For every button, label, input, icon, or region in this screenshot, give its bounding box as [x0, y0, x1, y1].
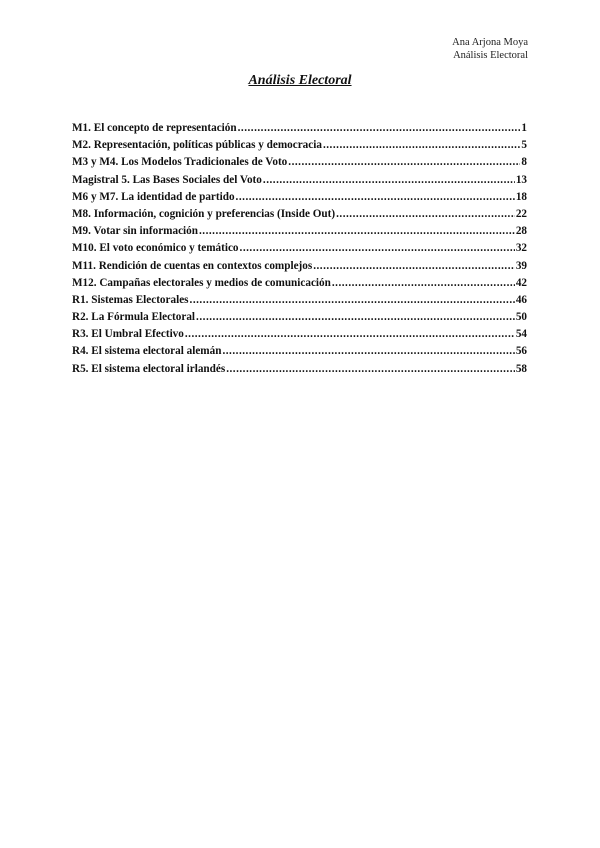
- toc-entry-page[interactable]: 13: [515, 173, 527, 186]
- toc-dot-leader: [196, 311, 515, 323]
- toc-entry-page[interactable]: 18: [515, 190, 527, 203]
- toc-entry[interactable]: [72, 294, 527, 311]
- toc-entry-page[interactable]: 42: [515, 276, 527, 289]
- toc-dot-leader: [222, 345, 514, 357]
- toc-entry[interactable]: [72, 363, 527, 380]
- toc-entry-label[interactable]: M12. Campañas electorales y medios de comunicación: [72, 276, 331, 289]
- toc-entry-page[interactable]: 5: [521, 139, 527, 152]
- toc-entry-label[interactable]: M8. Información, cognición y preferencias (Inside Out): [72, 207, 336, 220]
- toc-entry-label[interactable]: M3 y M4. Los Modelos Tradicionales de Voto: [72, 156, 288, 169]
- toc-entry-label[interactable]: M1. El concepto de representación: [72, 122, 237, 134]
- toc-entry-page[interactable]: 39: [515, 259, 527, 272]
- toc-dot-leader: [190, 294, 515, 306]
- toc-dot-leader: [199, 225, 515, 237]
- toc-entry[interactable]: [72, 208, 527, 225]
- toc-entry-page[interactable]: 32: [515, 242, 527, 255]
- toc-dot-leader: [336, 208, 515, 220]
- toc-entry[interactable]: [72, 328, 527, 345]
- toc-entry-label[interactable]: R1. Sistemas Electorales: [72, 293, 189, 306]
- header-author: Ana Arjona Moya: [452, 37, 528, 48]
- toc-entry[interactable]: [72, 277, 527, 294]
- page-header: [452, 36, 528, 62]
- toc-entry[interactable]: [72, 139, 527, 156]
- toc-dot-leader: [240, 242, 515, 254]
- header-subject: Análisis Electoral: [453, 50, 528, 61]
- toc-entry-label[interactable]: R3. El Umbral Efectivo: [72, 328, 184, 341]
- toc-entry-label[interactable]: M10. El voto económico y temático: [72, 242, 239, 255]
- toc-dot-leader: [226, 363, 515, 375]
- toc-entry-page[interactable]: 46: [515, 293, 527, 306]
- toc-entry-label[interactable]: R5. El sistema electoral irlandés: [72, 362, 226, 375]
- toc-dot-leader: [288, 156, 520, 168]
- toc-entry[interactable]: [72, 311, 527, 328]
- toc-entry-page[interactable]: 50: [515, 311, 527, 324]
- toc-entry-page[interactable]: 8: [521, 156, 527, 169]
- toc-entry-label[interactable]: R4. El sistema electoral alemán: [72, 345, 222, 358]
- toc-entry-page[interactable]: 28: [515, 225, 527, 238]
- toc-entry[interactable]: [72, 242, 527, 259]
- toc-entry-page[interactable]: 54: [515, 328, 527, 341]
- toc-entry[interactable]: [72, 122, 527, 139]
- toc-dot-leader: [185, 328, 515, 340]
- toc-entry-page[interactable]: 58: [515, 362, 527, 375]
- toc-entry-page[interactable]: 1: [521, 122, 527, 134]
- toc-entry[interactable]: [72, 345, 527, 362]
- toc-entry-label[interactable]: M6 y M7. La identidad de partido: [72, 190, 235, 203]
- toc-entry-label[interactable]: M2. Representación, políticas públicas y democracia: [72, 139, 322, 152]
- toc-entry-page[interactable]: 22: [515, 207, 527, 220]
- toc-dot-leader: [238, 122, 521, 134]
- toc-entry-label[interactable]: M9. Votar sin información: [72, 225, 198, 238]
- document-title: Análisis Electoral: [248, 73, 352, 88]
- toc-dot-leader: [332, 277, 515, 289]
- toc-entry-label[interactable]: M11. Rendición de cuentas en contextos complejos: [72, 259, 313, 272]
- toc-dot-leader: [313, 260, 515, 272]
- toc-entry[interactable]: [72, 156, 527, 173]
- toc-entry[interactable]: [72, 260, 527, 277]
- toc-entry-label[interactable]: R2. La Fórmula Electoral: [72, 311, 196, 324]
- toc-entry-label[interactable]: Magistral 5. Las Bases Sociales del Voto: [72, 173, 262, 186]
- toc-dot-leader: [263, 174, 515, 186]
- table-of-contents: [72, 122, 527, 380]
- toc-dot-leader: [323, 139, 520, 151]
- toc-dot-leader: [236, 191, 515, 203]
- toc-entry[interactable]: [72, 225, 527, 242]
- toc-entry[interactable]: [72, 174, 527, 191]
- toc-entry[interactable]: [72, 191, 527, 208]
- toc-entry-page[interactable]: 56: [515, 345, 527, 358]
